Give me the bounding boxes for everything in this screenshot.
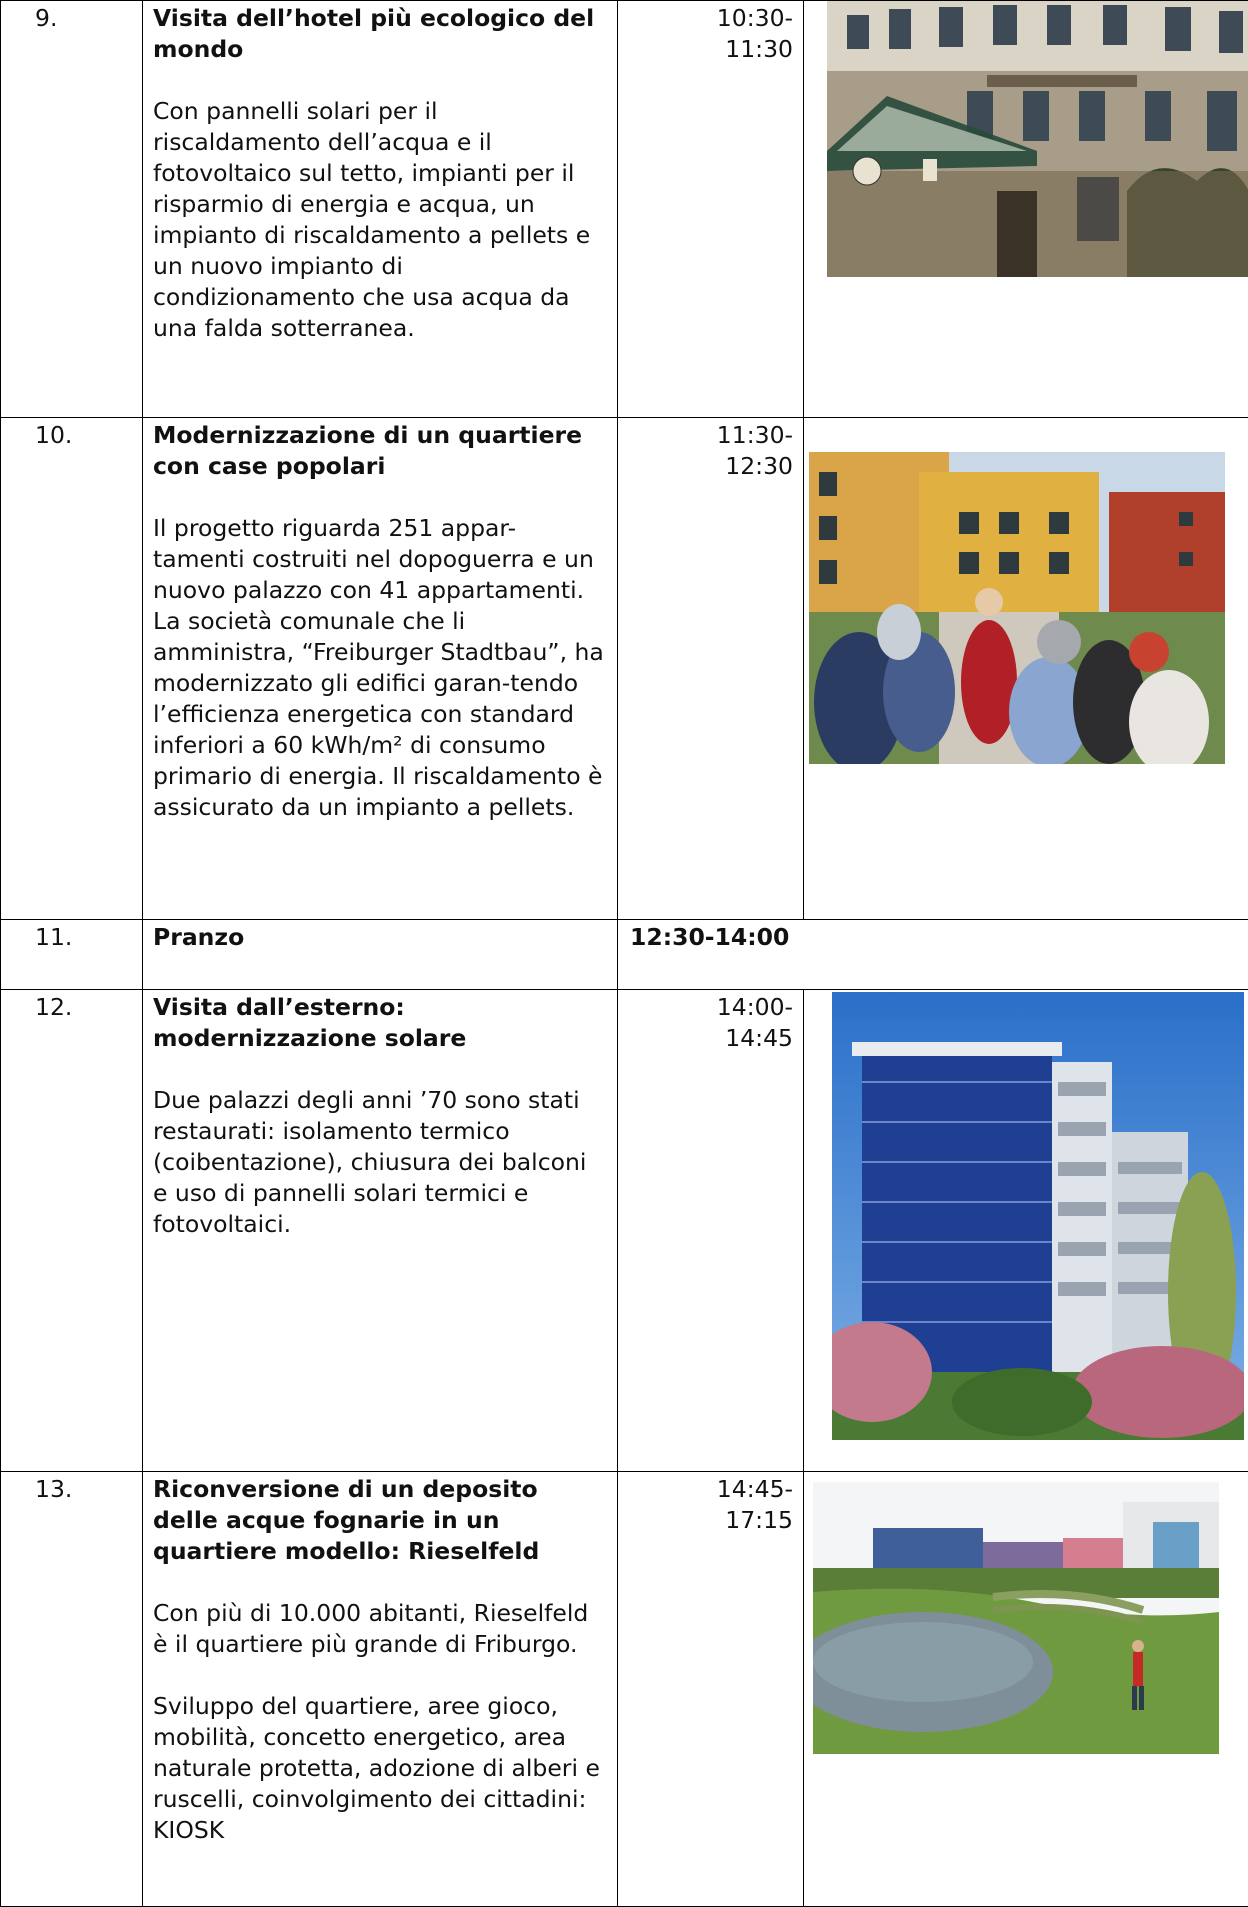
photo-cell xyxy=(804,418,1248,920)
item-content xyxy=(143,1472,618,1907)
item-description: Il progetto riguarda 251 appar-tamenti costruiti nel dopoguerra e un nuovo palazzo con 41 appartamenti. La società comunale che li amministra, “Freiburger Stadtbau”, ha modernizzato gli edifici garan-tendo l’efficienza energetica con standard inferiori a 60 kWh/m² di consumo primario di energia. Il riscaldamento è assicurato da un impianto a pellets. xyxy=(153,513,605,823)
agenda-row-13 xyxy=(1,1472,1248,1907)
item-number: 9. xyxy=(1,1,143,418)
housing-group-photo xyxy=(809,452,1225,764)
photo-cell xyxy=(804,920,1248,990)
solar-building-photo xyxy=(832,992,1244,1440)
photo-cell xyxy=(804,1,1248,418)
agenda-row-10 xyxy=(1,418,1248,920)
photo-cell xyxy=(804,990,1248,1472)
item-title: Visita dall’esterno: modernizzazione solare xyxy=(153,992,605,1054)
item-number: 11. xyxy=(1,920,143,990)
rieselfeld-pond-photo xyxy=(813,1482,1219,1754)
item-description: Due palazzi degli anni ’70 sono stati restaurati: isolamento termico (coibentazione), chiusura dei balconi e uso di pannelli solari termici e fotovoltaici. xyxy=(153,1085,605,1240)
item-title: Visita dell’hotel più ecologico del mondo xyxy=(153,3,605,65)
item-number: 10. xyxy=(1,418,143,920)
hotel-photo xyxy=(827,1,1248,277)
item-number: 13. xyxy=(1,1472,143,1907)
item-title: Modernizzazione di un quartiere con case popolari xyxy=(153,420,605,482)
item-content xyxy=(143,990,618,1472)
item-time: 10:30- 11:30 xyxy=(618,1,804,418)
item-time: 11:30- 12:30 xyxy=(618,418,804,920)
item-title: Pranzo xyxy=(153,922,605,953)
item-title: Riconversione di un deposito delle acque fognarie in un quartiere modello: Rieselfeld xyxy=(153,1474,605,1567)
agenda-row-9 xyxy=(1,1,1248,418)
photo-cell xyxy=(804,1472,1248,1907)
item-time: 14:00- 14:45 xyxy=(618,990,804,1472)
agenda-row-11 xyxy=(1,920,1248,990)
item-content xyxy=(143,418,618,920)
agenda-row-12 xyxy=(1,990,1248,1472)
item-time: 12:30-14:00 xyxy=(618,920,804,990)
item-description: Con pannelli solari per il riscaldamento dell’acqua e il fotovoltaico sul tetto, impianti per il risparmio di energia e acqua, un impianto di riscaldamento a pellets e un nuovo impianto di condizionamento che usa acqua da una falda sotterranea. xyxy=(153,96,605,344)
item-description: Con più di 10.000 abitanti, Rieselfeld è il quartiere più grande di Friburgo. xyxy=(153,1598,605,1660)
item-content xyxy=(143,920,618,990)
item-time: 14:45- 17:15 xyxy=(618,1472,804,1907)
item-description-2: Sviluppo del quartiere, aree gioco, mobilità, concetto energetico, area naturale protetta, adozione di alberi e ruscelli, coinvolgimento dei cittadini: KIOSK xyxy=(153,1691,605,1846)
item-number: 12. xyxy=(1,990,143,1472)
item-content xyxy=(143,1,618,418)
